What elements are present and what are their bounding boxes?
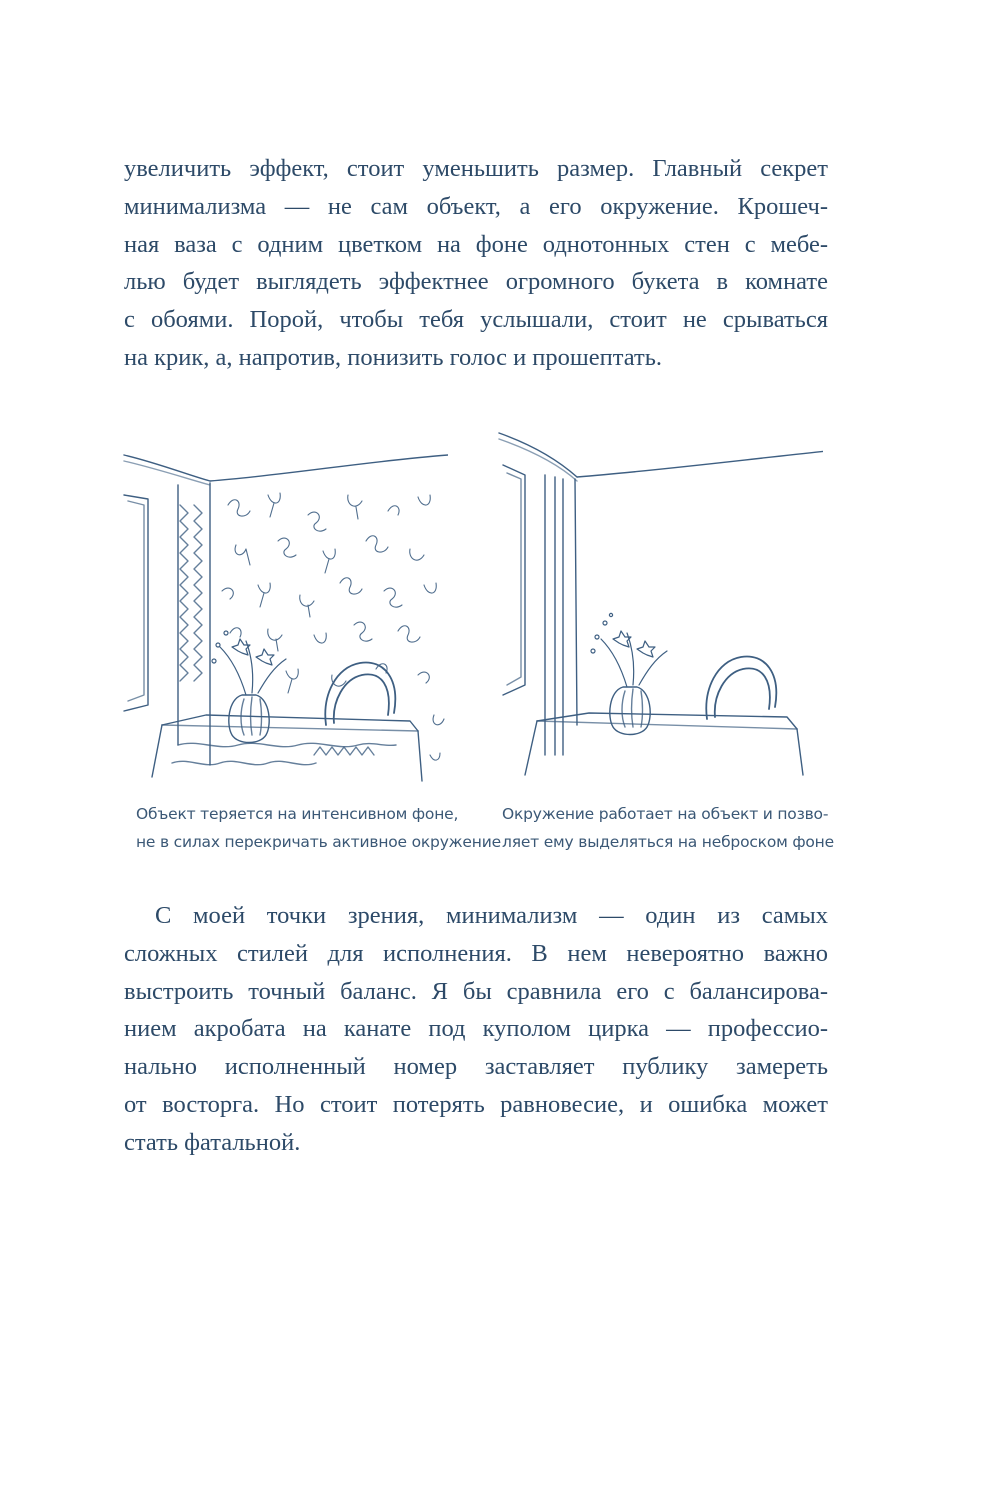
caption-line: ляет ему выделяться на неброском фоне: [502, 833, 834, 851]
window-frame: [507, 473, 521, 685]
paragraph-line: нием акробата на канате под куполом цирка — профессио-: [124, 1015, 828, 1043]
caption-line: Окружение работает на объект и позво-: [502, 805, 829, 823]
table: [152, 715, 422, 781]
paragraph-line: увеличить эффект, стоит уменьшить размер. Главный секрет: [124, 155, 828, 182]
table: [525, 713, 803, 775]
vase: [229, 695, 269, 743]
caption-line: не в силах перекричать активное окружение: [136, 833, 501, 851]
paragraph-line: на крик, а, напротив, понизить голос и прошептать.: [124, 343, 663, 371]
chair: [325, 662, 395, 725]
paragraph-line: лью будет выглядеть эффектнее огромного букета в комнате: [124, 268, 828, 296]
caption-right: [502, 800, 834, 856]
curtain: [178, 483, 210, 765]
flower-bouquet: [591, 613, 667, 687]
paragraph-line: с обоями. Порой, чтобы тебя услышали, стоит не срываться: [124, 306, 828, 334]
illustration-plain-wall: [493, 425, 823, 785]
paragraph-line: стать фатальной.: [124, 1128, 301, 1156]
caption-line: Объект теряется на интенсивном фоне,: [136, 805, 459, 823]
chair: [706, 656, 776, 719]
paragraph-line: С моей точки зрения, минимализм — один из самых: [155, 902, 828, 929]
paragraph-line: нально исполненный номер заставляет публику замереть: [124, 1053, 828, 1081]
caption-left: [136, 800, 501, 856]
wall-top-line: [210, 455, 448, 481]
window-frame: [503, 465, 525, 695]
paragraph-line: ная ваза с одним цветком на фоне однотонных стен с мебе-: [124, 230, 828, 258]
body-paragraph-1: [124, 150, 828, 377]
paragraph-line: выстроить точный баланс. Я бы сравнила его с балансирова-: [124, 977, 828, 1005]
curtain: [563, 479, 577, 755]
window-frame: [128, 501, 144, 701]
curtain-pattern: [180, 505, 188, 681]
curtain: [545, 475, 555, 755]
paragraph-line: минимализма — не сам объект, а его окружение. Крошеч-: [124, 192, 828, 220]
ceiling-line: [124, 461, 210, 485]
paragraph-line: от восторга. Но стоит потерять равновесие, и ошибка может: [124, 1090, 828, 1118]
illustration-busy-wallpaper: [118, 425, 448, 785]
wall-top-line: [577, 451, 823, 477]
curtain-pattern: [194, 505, 202, 681]
vase: [610, 687, 650, 735]
paragraph-line: сложных стилей для исполнения. В нем невероятно важно: [124, 939, 828, 967]
body-paragraph-2: [124, 897, 828, 1162]
ceiling-line: [124, 455, 210, 481]
